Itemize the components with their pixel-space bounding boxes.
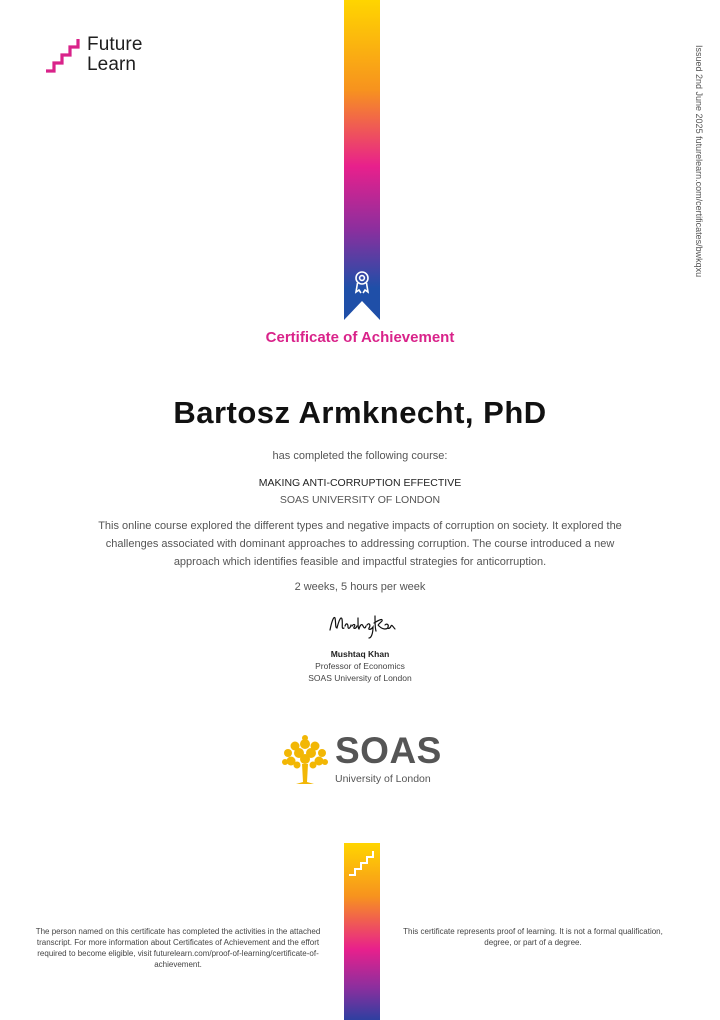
stairs-icon — [45, 37, 81, 73]
recipient-name: Bartosz Armknecht, PhD — [173, 395, 547, 430]
signer-organization: SOAS University of London — [308, 673, 412, 683]
signature-image — [327, 608, 397, 644]
signer-title: Professor of Economics — [315, 661, 405, 671]
soas-subtitle: University of London — [335, 773, 431, 785]
course-description: This online course explored the different types and negative impacts of corruption on society. It explored the challenges associated with dominant approaches to addressing corruption. The course introduced a new approach which identifies feasible and impactful strategies for anticorruption. — [98, 520, 622, 568]
logo-line1: Future — [87, 34, 143, 55]
course-institution: SOAS UNIVERSITY OF LONDON — [279, 494, 441, 506]
logo-text — [87, 35, 143, 75]
soas-logo — [279, 730, 449, 788]
logo-line2: Learn — [87, 54, 137, 75]
course-name: MAKING ANTI-CORRUPTION EFFECTIVE — [258, 477, 462, 489]
bottom-ribbon — [344, 843, 380, 1020]
completed-text: has completed the following course: — [272, 450, 448, 462]
tree-icon — [279, 734, 331, 786]
footer-right-text: This certificate represents proof of learning. It is not a formal qualification, degree, or part of a degree. — [403, 927, 663, 947]
futurelearn-logo — [45, 35, 155, 75]
course-duration: 2 weeks, 5 hours per week — [294, 581, 426, 593]
soas-wordmark: SOAS — [335, 730, 442, 771]
signer-name: Mushtaq Khan — [330, 649, 390, 659]
issued-date-url: Issued 2nd June 2025 futurelearn.com/certificates/bwkqxu — [694, 45, 704, 278]
footer-left-text: The person named on this certificate has completed the activities in the attached transcript. For more information about Certificates of Achievement and the effort required to become eligible, visit futurelearn.com/proof-of-learning/certificate-of-achievement. — [35, 927, 321, 969]
top-ribbon — [344, 0, 380, 320]
certificate-title: Certificate of Achievement — [265, 329, 455, 346]
